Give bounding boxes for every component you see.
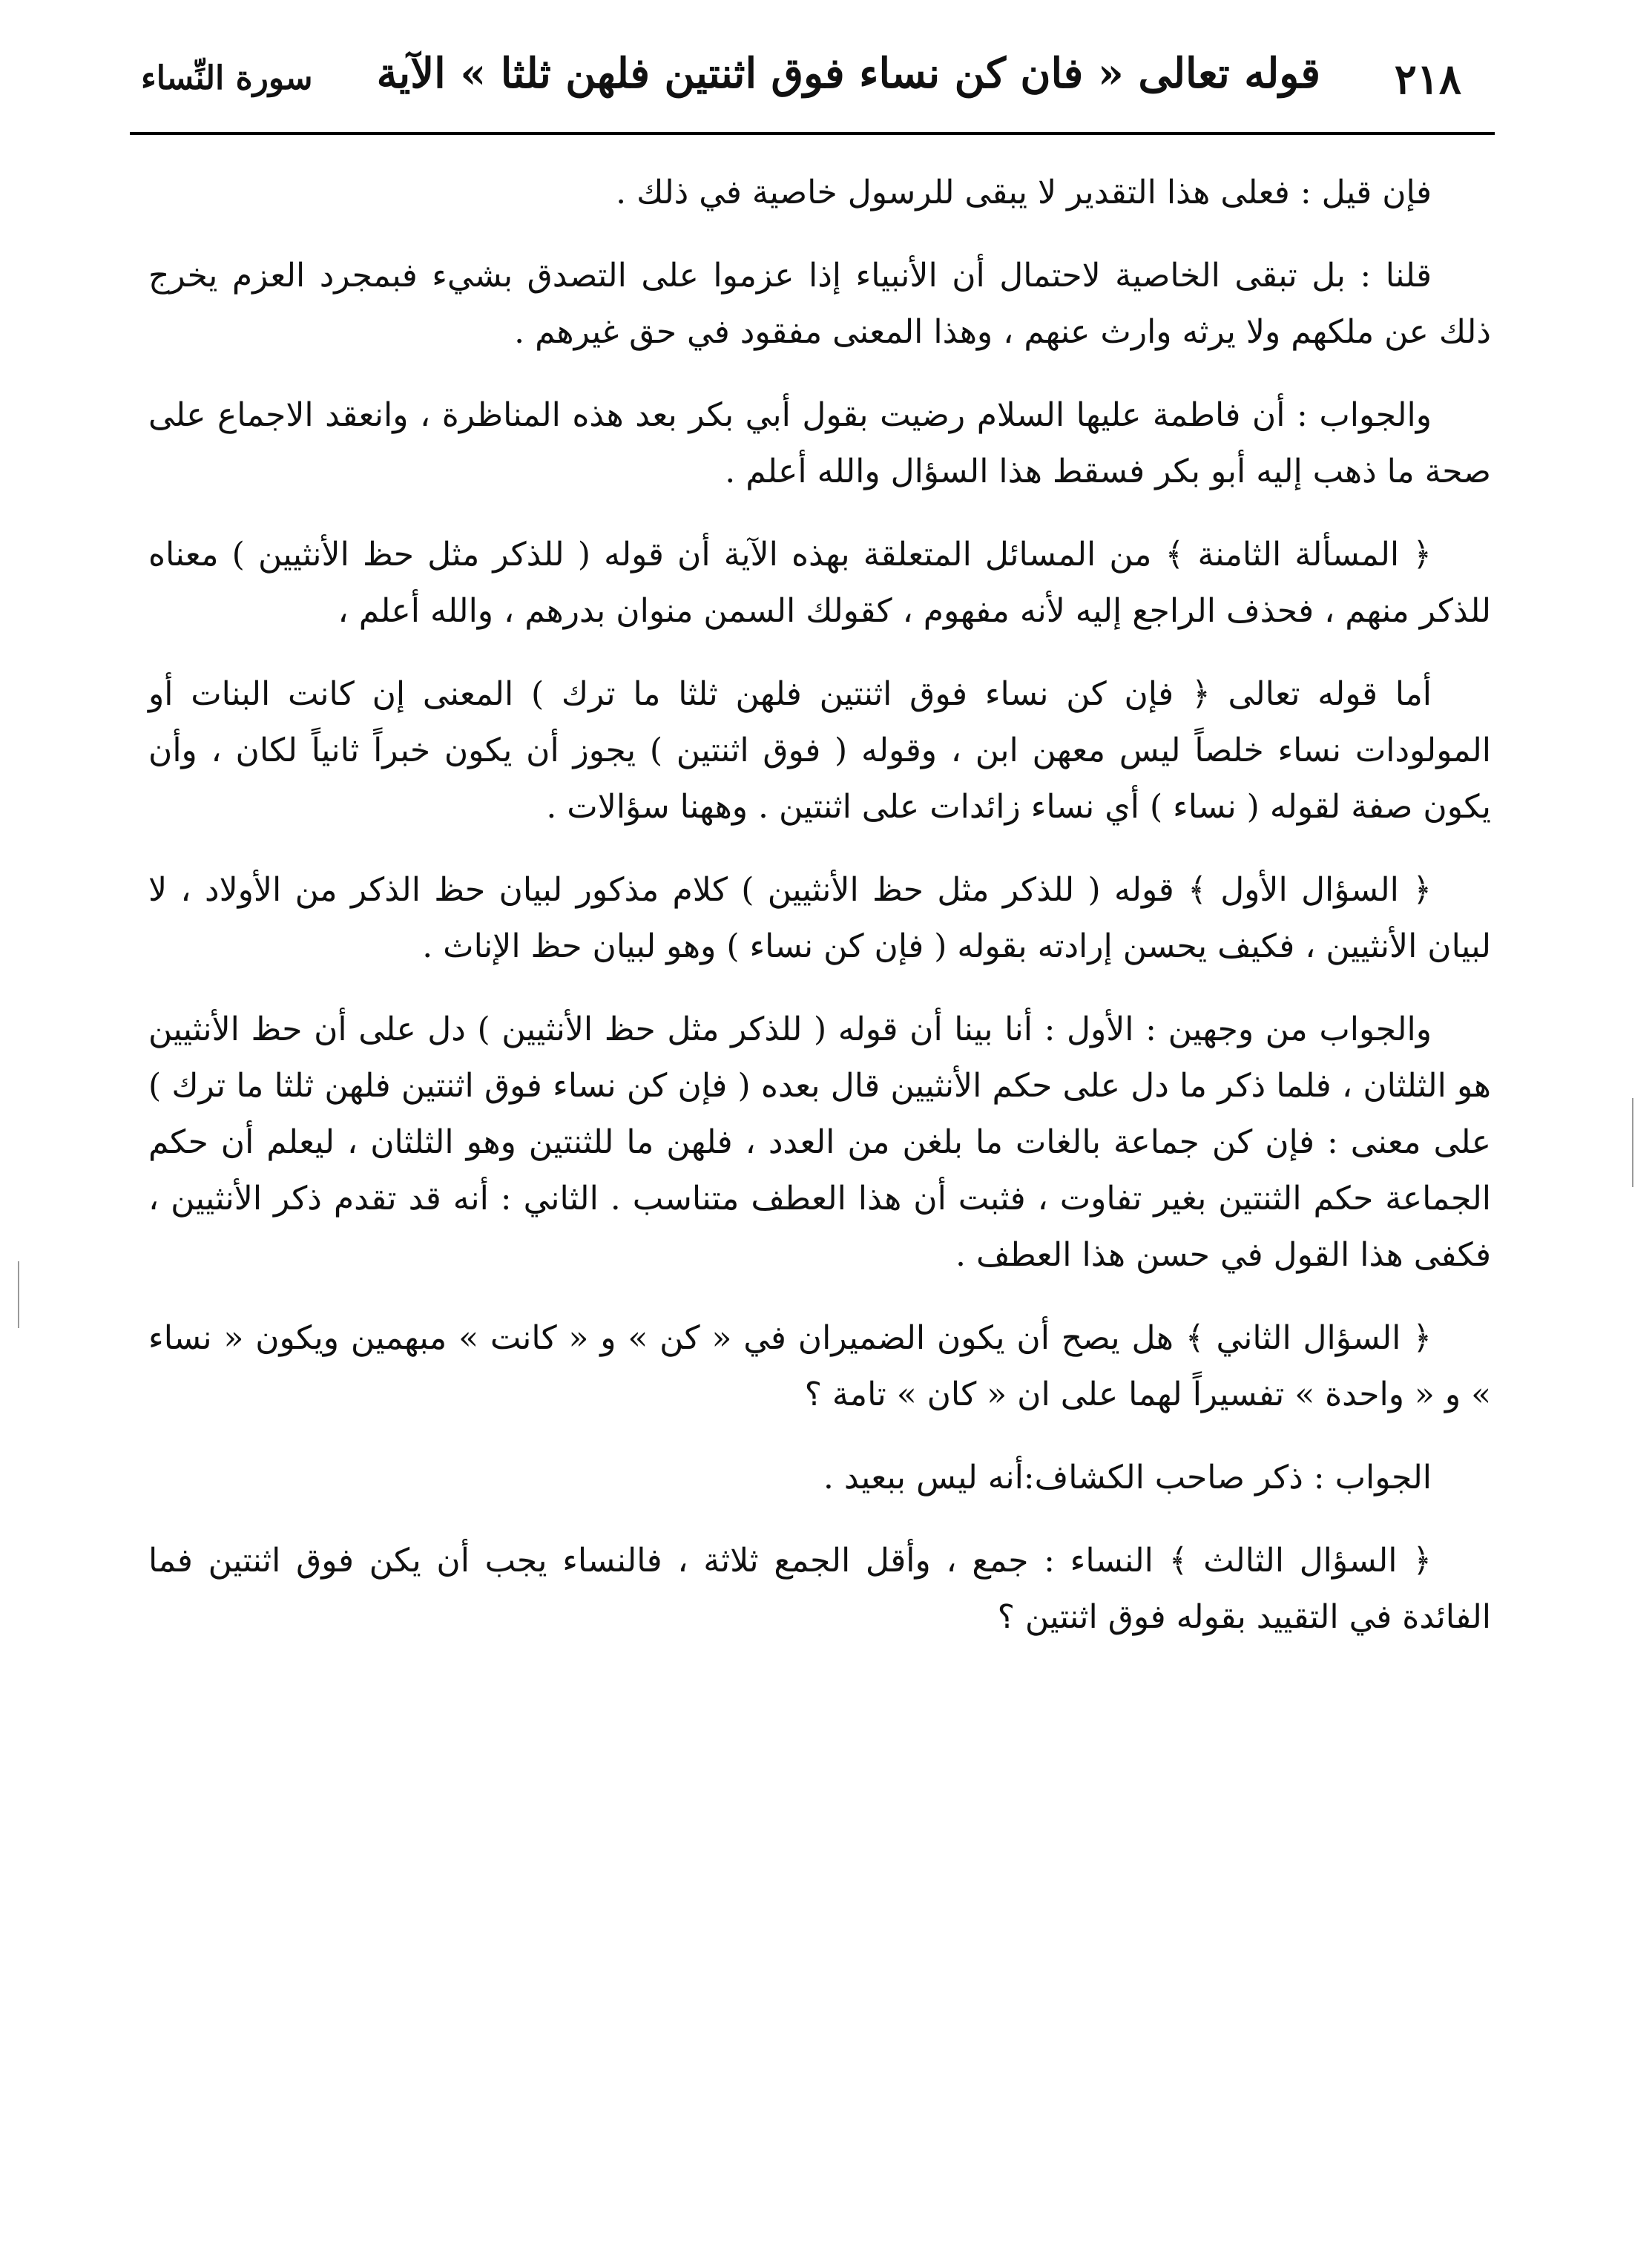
paragraph-second-answer: الجواب : ذكر صاحب الكشاف:أنه ليس ببعيد .: [823, 1459, 1432, 1496]
page-number: ٢١٨: [1394, 55, 1461, 104]
paragraph-third-question: ﴿ السؤال الثالث ﴾ النساء : جمع ، وأقل الجمع ثلاثة ، فالنساء يجب أن يكن فوق اثنتين فما الفائدة في التقييد بقوله فوق اثنتين ؟: [148, 1542, 1491, 1636]
paragraph-first-answer: والجواب من وجهين : الأول : أنا بينا أن قوله ( للذكر مثل حظ الأنثيين ) دل على أن حظ الأنثيين هو الثلثان ، فلما ذكر ما دل على حكم الأنثيين قال بعده ( فإن كن نساء فوق اثنتين فلهن ثلثا ما ترك ) على معنى : فإن كن جماعة بالغات ما بلغن من العدد ، فلهن ما للثنتين وهو الثلثان ، ليعلم أن حكم الجماعة حكم الثنتين بغير تفاوت ، فثبت أن هذا العطف متناسب . الثاني : أنه قد تقدم ذكر الأنثيين ، فكفى هذا القول في حسن هذا العطف .: [148, 1011, 1491, 1274]
paragraph-second-question: ﴿ السؤال الثاني ﴾ هل يصح أن يكون الضميران في « كن » و « كانت » مبهمين ويكون « نساء » و « واحدة » تفسيراً لهما على ان « كان » تامة ؟: [148, 1319, 1491, 1413]
paragraph-verse-commentary: أما قوله تعالى ﴿ فإن كن نساء فوق اثنتين فلهن ثلثا ما ترك ) المعنى إن كانت البنات أو المولودات نساء خلصاً ليس معهن ابن ، وقوله ( فوق اثنتين ) يجوز أن يكون خبراً ثانياً لكان ، وأن يكون صفة لقوله ( نساء ) أي نساء زائدات على اثنتين . وههنا سؤالات .: [148, 675, 1491, 826]
margin-scan-mark: [18, 1261, 19, 1328]
header-divider: [130, 132, 1495, 135]
surah-name: سورة النِّساء: [141, 59, 313, 97]
paragraph-first-question: ﴿ السؤال الأول ﴾ قوله ( للذكر مثل حظ الأنثيين ) كلام مذكور لبيان حظ الذكر من الأولاد ، لا لبيان الأنثيين ، فكيف يحسن إرادته بقوله ( فإن كن نساء ) وهو لبيان حظ الإناث .: [148, 871, 1491, 965]
paragraph-objection: فإن قيل : فعلى هذا التقدير لا يبقى للرسول خاصية في ذلك .: [616, 174, 1432, 211]
margin-scan-mark: [1632, 1098, 1633, 1187]
paragraph-eighth-issue: ﴿ المسألة الثامنة ﴾ من المسائل المتعلقة بهذه الآية أن قوله ( للذكر مثل حظ الأنثيين ) معناه للذكر منهم ، فحذف الراجع إليه لأنه مفهوم ، كقولك السمن منوان بدرهم ، والله أعلم ،: [148, 536, 1491, 630]
paragraph-answer: والجواب : أن فاطمة عليها السلام رضيت بقول أبي بكر بعد هذه المناظرة ، وانعقد الاجماع على صحة ما ذهب إليه أبو بكر فسقط هذا السؤال والله أعلم .: [148, 396, 1491, 490]
page-body: [148, 165, 1491, 1672]
running-header: [141, 39, 1461, 120]
running-title: قوله تعالى « فان كن نساء فوق اثنتين فلهن ثلثا » الآية: [376, 49, 1320, 98]
paragraph-reply: قلنا : بل تبقى الخاصية لاحتمال أن الأنبياء إذا عزموا على التصدق بشيء فبمجرد العزم يخرج ذلك عن ملكهم ولا يرثه وارث عنهم ، وهذا المعنى مفقود في حق غيرهم .: [148, 257, 1491, 351]
